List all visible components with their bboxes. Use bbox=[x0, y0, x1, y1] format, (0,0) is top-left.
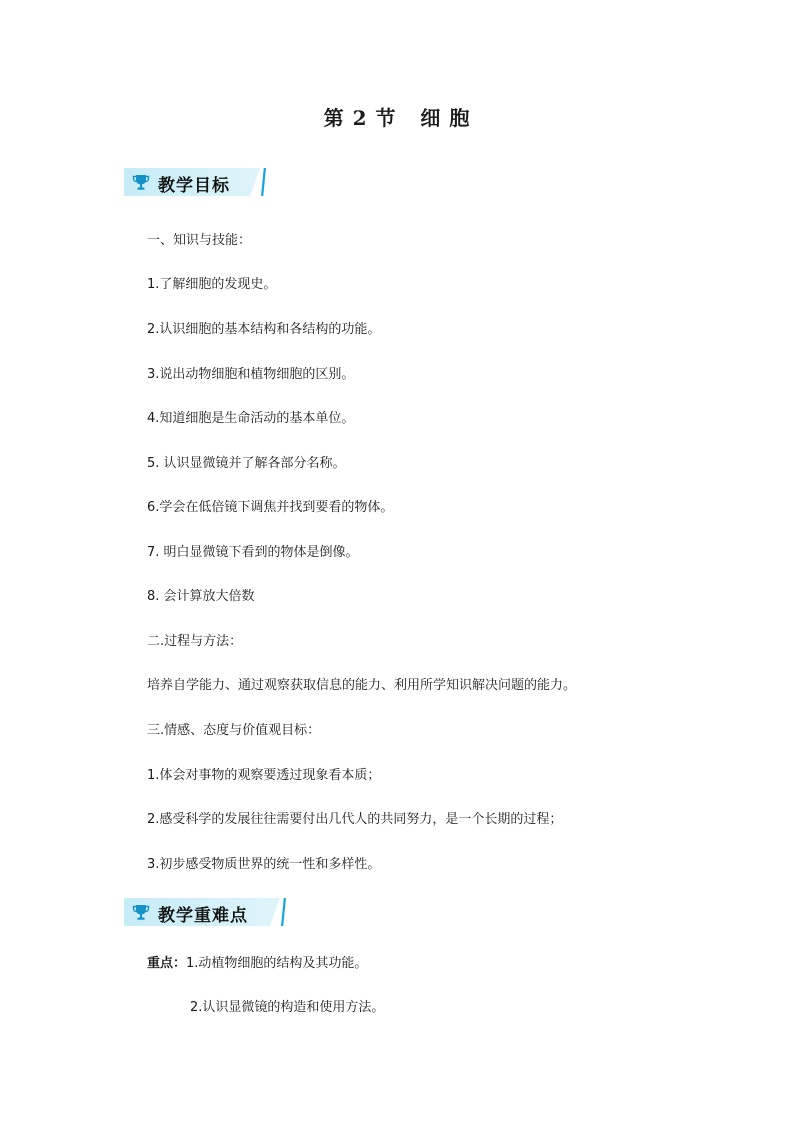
key-point-text: 1.动植物细胞的结构及其功能。 bbox=[186, 956, 368, 971]
section-banner-objectives bbox=[124, 168, 272, 196]
page-title: 第 2 节 细 胞 bbox=[323, 106, 471, 130]
emphasis-label: 重点： bbox=[147, 956, 187, 971]
objective-line: 4.知道细胞是生命活动的基本单位。 bbox=[147, 411, 355, 426]
key-point-line: 2.认识显微镜的构造和使用方法。 bbox=[190, 1000, 385, 1015]
trophy-icon bbox=[132, 903, 150, 921]
objective-line: 二.过程与方法： bbox=[147, 634, 243, 649]
trophy-icon bbox=[132, 173, 150, 191]
section-title-key-points: 教学重难点 bbox=[158, 906, 248, 926]
objective-line: 5. 认识显微镜并了解各部分名称。 bbox=[147, 456, 346, 471]
objective-line: 2.认识细胞的基本结构和各结构的功能。 bbox=[147, 322, 381, 337]
objective-line: 2.感受科学的发展往往需要付出几代人的共同努力，是一个长期的过程； bbox=[147, 812, 563, 827]
objective-line: 3.说出动物细胞和植物细胞的区别。 bbox=[147, 367, 355, 382]
objective-line: 8. 会计算放大倍数 bbox=[147, 589, 255, 604]
objective-line: 一、知识与技能： bbox=[147, 233, 252, 248]
objective-line: 1.了解细胞的发现史。 bbox=[147, 277, 277, 292]
objective-line: 三.情感、态度与价值观目标： bbox=[147, 723, 321, 738]
objective-line: 1.体会对事物的观察要透过现象看本质； bbox=[147, 768, 381, 783]
key-point-line bbox=[147, 955, 367, 973]
objective-line: 培养自学能力、通过观察获取信息的能力、利用所学知识解决问题的能力。 bbox=[147, 678, 577, 693]
objective-line: 3.初步感受物质世界的统一性和多样性。 bbox=[147, 857, 381, 872]
section-banner-key-points bbox=[124, 898, 292, 926]
objective-line: 6.学会在低倍镜下调焦并找到要看的物体。 bbox=[147, 500, 394, 515]
objective-line: 7. 明白显微镜下看到的物体是倒像。 bbox=[147, 545, 359, 560]
section-title-objectives: 教学目标 bbox=[158, 176, 230, 196]
